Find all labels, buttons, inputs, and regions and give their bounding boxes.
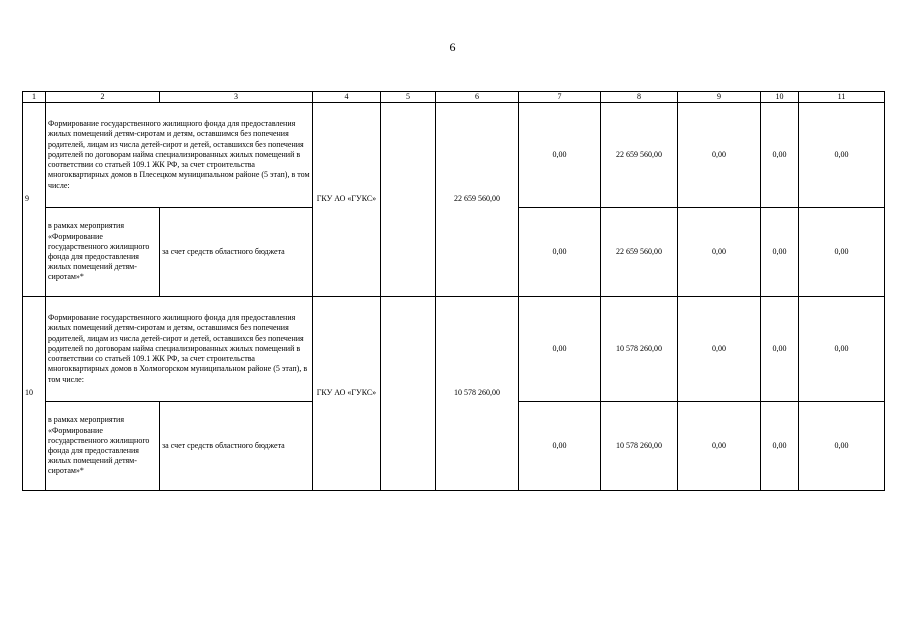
measure-description: Формирование государственного жилищного фонда для предоставления жилых помещений детям-сиротам и детям, оставшимся без попечения родителей, лицам из числа детей-сирот и детей, оставшихся без попечения родителей по договорам найма специализированных жилых помещений в соответствии со статьей 109.1 ЖК РФ, за счет строительства многоквартирных домов в Холмогорском муниципальном районе (5 этап), в том числе: — [46, 297, 313, 402]
header-cell: 3 — [160, 92, 313, 103]
header-cell: 8 — [601, 92, 678, 103]
col5-cell — [381, 103, 436, 297]
funding-source: за счет средств областного бюджета — [160, 208, 313, 297]
value-cell: 0,00 — [678, 208, 761, 297]
executor-cell: ГКУ АО «ГУКС» — [313, 103, 381, 297]
value-cell: 10 578 260,00 — [601, 402, 678, 491]
value-cell: 0,00 — [678, 297, 761, 402]
header-cell: 11 — [799, 92, 885, 103]
value-cell: 0,00 — [761, 402, 799, 491]
value-cell: 0,00 — [761, 208, 799, 297]
table-row — [23, 103, 885, 208]
budget-table — [22, 91, 885, 491]
total-cell: 10 578 260,00 — [436, 297, 519, 491]
total-cell: 22 659 560,00 — [436, 103, 519, 297]
value-cell: 0,00 — [678, 402, 761, 491]
col5-cell — [381, 297, 436, 491]
sub-measure-label: в рамках мероприятия «Формирование государственного жилищного фонда для предоставления жилых помещений детям-сиротам»* — [46, 402, 160, 491]
table-row — [23, 297, 885, 402]
header-cell: 2 — [46, 92, 160, 103]
header-cell: 7 — [519, 92, 601, 103]
value-cell: 0,00 — [799, 208, 885, 297]
value-cell: 0,00 — [519, 208, 601, 297]
value-cell: 0,00 — [799, 103, 885, 208]
header-row — [23, 92, 885, 103]
header-cell: 5 — [381, 92, 436, 103]
funding-source: за счет средств областного бюджета — [160, 402, 313, 491]
value-cell: 0,00 — [761, 297, 799, 402]
header-cell: 1 — [23, 92, 46, 103]
measure-description: Формирование государственного жилищного фонда для предоставления жилых помещений детям-сиротам и детям, оставшимся без попечения родителей, лицам из числа детей-сирот и детей, оставшихся без попечения родителей по договорам найма специализированных жилых помещений в соответствии со статьей 109.1 ЖК РФ, за счет строительства многоквартирных домов в Плесецком муниципальном районе (5 этап), в том числе: — [46, 103, 313, 208]
header-cell: 10 — [761, 92, 799, 103]
value-cell: 0,00 — [799, 402, 885, 491]
value-cell: 0,00 — [678, 103, 761, 208]
value-cell: 0,00 — [799, 297, 885, 402]
header-cell: 9 — [678, 92, 761, 103]
value-cell: 0,00 — [761, 103, 799, 208]
executor-cell: ГКУ АО «ГУКС» — [313, 297, 381, 491]
row-number: 9 — [23, 103, 46, 297]
sub-measure-label: в рамках мероприятия «Формирование государственного жилищного фонда для предоставления жилых помещений детям-сиротам»* — [46, 208, 160, 297]
header-cell: 6 — [436, 92, 519, 103]
row-number: 10 — [23, 297, 46, 491]
header-cell: 4 — [313, 92, 381, 103]
value-cell: 22 659 560,00 — [601, 208, 678, 297]
value-cell: 0,00 — [519, 297, 601, 402]
value-cell: 0,00 — [519, 103, 601, 208]
value-cell: 0,00 — [519, 402, 601, 491]
page-number: 6 — [449, 40, 456, 54]
value-cell: 10 578 260,00 — [601, 297, 678, 402]
value-cell: 22 659 560,00 — [601, 103, 678, 208]
